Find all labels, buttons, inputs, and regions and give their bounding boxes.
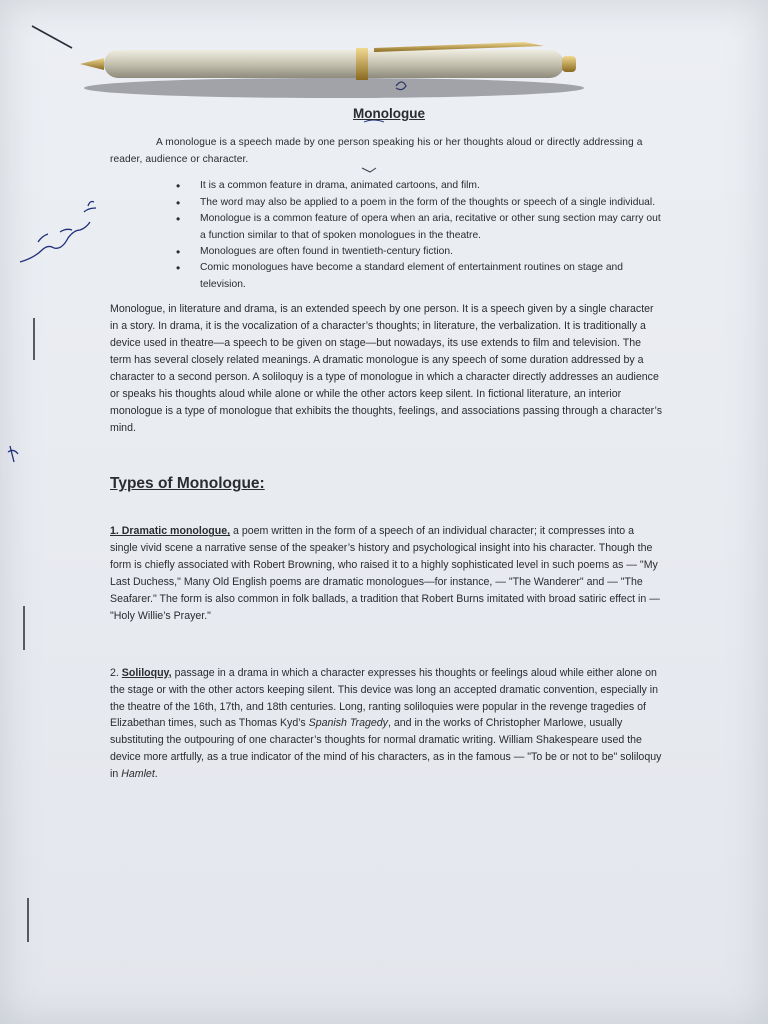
- page-title: Monologue: [353, 106, 425, 121]
- soliloquy-heading: Soliloquy,: [121, 666, 172, 679]
- list-item: • Monologue is a common feature of opera when an aria, recitative or other sung section may carry out a function similar to that of spoken monologues in the theatre.: [176, 212, 661, 241]
- section-heading: Types of Monologue:: [110, 475, 265, 493]
- dramatic-monologue-heading: 1. Dramatic monologue,: [110, 525, 231, 538]
- bullet-icon: •: [176, 179, 181, 194]
- dramatic-monologue-paragraph: 1. Dramatic monologue, a poem written in the form of a speech of an individual character; it compresses into a single vivid scene a narrative sense of the speaker’s history and psychological insight into his character. Though the form is chiefly associated with Robert Browning, who raised it to a highly sophisticated level in such poems as — "My Last Duchess," Many Old English poems are dramatic monologues—for instance, — "The Wanderer" and — "The Seafarer." The form is also common in folk ballads, a tradition that Robert Burns imitated with broad satiric effect in — "Holy Willie’s Prayer.": [110, 525, 660, 622]
- work-title: Hamlet: [121, 768, 155, 781]
- pen-image: [74, 36, 594, 106]
- bullet-list: [110, 178, 662, 293]
- bullet-icon: •: [176, 195, 181, 210]
- list-item: • Comic monologues have become a standard element of entertainment routines on stage and television.: [176, 261, 624, 290]
- work-title: Spanish Tragedy: [308, 717, 388, 730]
- bullet-icon: •: [176, 212, 181, 227]
- definition-paragraph: Monologue, in literature and drama, is an extended speech by one person. It is a speech given by a single character in a story. In drama, it is the vocalization of a character’s thoughts; in literature, the verbalization. It is traditionally a device used in theatre—a speech to be given on stage—but nowadays, its use extends to film and television. The term has several closely related meanings. A dramatic monologue is any speech of some duration addressed by a character to a second person. A soliloquy is a type of monologue in which a character directly addresses an audience or speaks his thoughts aloud while alone or while the other actors keep silent. In fictional literature, an interior monologue is a type of monologue that exhibits the thoughts, feelings, and associations passing through a character’s mind.: [110, 303, 663, 434]
- bullet-icon: •: [176, 245, 181, 260]
- list-item: • It is a common feature in drama, animated cartoons, and film.: [176, 179, 480, 194]
- soliloquy-paragraph: 2. Soliloquy, passage in a drama in which a character expresses his thoughts or feelings aloud while either alone on the stage or with the other actors keeping silent. This device was long an accepted dramatic convention, especially in the theatre of the 16th, 17th, and 18th centuries. Long, ranting soliloquies were popular in the revenge tragedies of Elizabethan times, such as Thomas Kyd’s Spanish Tragedy, and in the works of Christopher Marlowe, usually substituting the outpouring of one character’s thoughts for normal dramatic writing. William Shakespeare used the device more artfully, as a true indicator of the mind of his characters, as in the famous — "To be or not to be" soliloquy in Hamlet.: [110, 666, 662, 781]
- bullet-icon: •: [176, 261, 181, 276]
- document-body: [110, 106, 662, 783]
- list-item: • The word may also be applied to a poem in the form of the thoughts or speech of a single individual.: [176, 195, 656, 210]
- intro-paragraph: A monologue is a speech made by one person speaking his or her thoughts aloud or directly addressing a reader, audience or character.: [110, 136, 643, 165]
- list-item: • Monologues are often found in twentieth-century fiction.: [176, 245, 453, 260]
